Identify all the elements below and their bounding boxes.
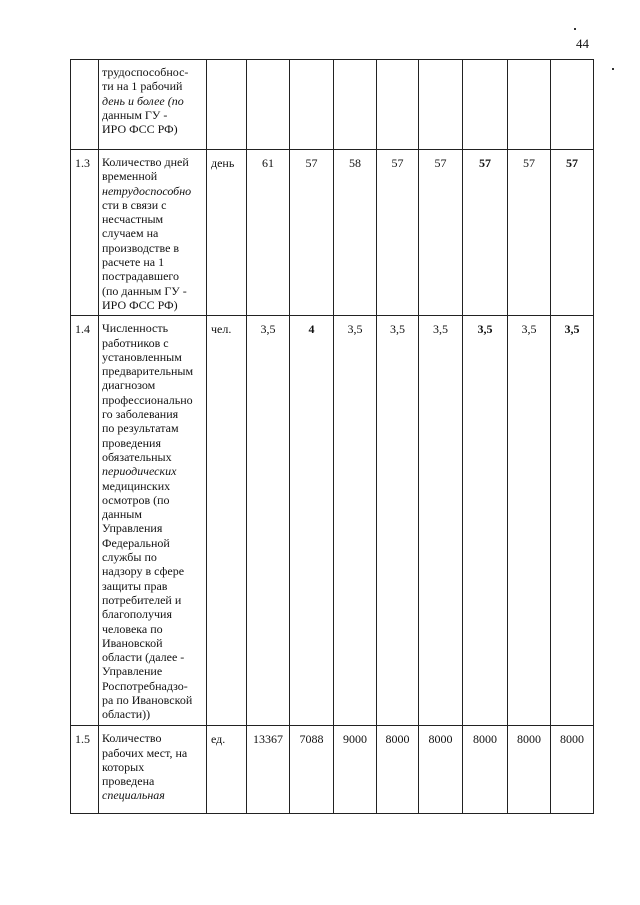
description-line: (по данным ГУ - [102,283,187,298]
description-line: ти на 1 рабочий [102,79,183,94]
value-cell: 8000 [377,726,419,814]
description-line: случаем на [102,226,159,241]
description-line: рабочих мест, на [102,745,188,760]
value-cell: 3,5 [508,316,551,726]
table-row [71,726,594,814]
table-row [71,316,594,726]
description-line: несчастным [102,212,164,227]
description-line: пострадавшего [102,269,180,284]
row-description [99,150,207,316]
description-line: области)) [102,707,151,722]
description-line: защиты прав [102,578,168,593]
row-description [99,60,207,150]
description-line: нетрудоспособно [102,183,192,198]
description-line: ИРО ФСС РФ) [102,122,178,137]
description-line: данным ГУ - [102,107,168,122]
value-cell: 4 [290,316,334,726]
value-cell [247,60,290,150]
description-line: сти в связи с [102,197,167,212]
value-cell: 3,5 [334,316,377,726]
description-line: ИРО ФСС РФ) [102,297,178,312]
description-line: области (далее - [102,650,185,665]
value-cell: 57 [551,150,594,316]
description-line: данным [102,507,142,522]
description-line: Ивановской [102,635,163,650]
description-line: по результатам [102,421,179,436]
row-unit: чел. [207,316,247,726]
scan-dot [612,68,614,70]
value-cell: 61 [247,150,290,316]
description-line: Роспотребнадзо- [102,678,188,693]
row-description [99,316,207,726]
value-cell [463,60,508,150]
value-cell: 57 [508,150,551,316]
description-line: установленным [102,349,182,364]
description-line: диагнозом [102,378,156,393]
table-body [71,60,594,814]
value-cell: 13367 [247,726,290,814]
description-line: потребителей и [102,592,182,607]
value-cell [508,60,551,150]
row-index: 1.3 [71,150,99,316]
description-line: работников с [102,335,169,350]
description-line: расчете на 1 [102,255,165,270]
value-cell: 58 [334,150,377,316]
value-cell: 3,5 [463,316,508,726]
description-line: периодических [102,464,177,479]
description-line: предварительным [102,364,194,379]
description-line: благополучия [102,607,172,622]
description-line: Количество дней [102,155,189,169]
value-cell [334,60,377,150]
description-line: Федеральной [102,535,170,550]
description-line: профессионально [102,392,193,407]
description-line: проведена [102,774,155,789]
scan-dot [574,28,576,30]
description-line: службы по [102,550,157,565]
table-row [71,60,594,150]
description-line: обязательных [102,449,172,464]
description-line: человека по [102,621,163,636]
value-cell: 57 [290,150,334,316]
description-line: трудоспособнос- [102,65,189,79]
value-cell: 3,5 [551,316,594,726]
value-cell: 3,5 [377,316,419,726]
value-cell: 57 [419,150,463,316]
description-line: го заболевания [102,407,179,422]
value-cell: 3,5 [419,316,463,726]
row-description [99,726,207,814]
row-unit [207,60,247,150]
description-line: осмотров (по [102,492,170,507]
value-cell: 7088 [290,726,334,814]
description-line: Количество [102,731,162,746]
value-cell: 8000 [508,726,551,814]
description-line: Управление [102,664,163,679]
description-line: которых [102,759,145,774]
value-cell: 9000 [334,726,377,814]
description-line: производстве в [102,240,180,255]
value-cell: 8000 [551,726,594,814]
description-line: Управления [102,521,163,536]
description-line: Численность [102,321,169,336]
description-line: специальная [102,788,165,803]
value-cell [419,60,463,150]
description-line: временной [102,169,158,184]
value-cell [377,60,419,150]
row-index: 1.4 [71,316,99,726]
indicators-table [70,59,594,814]
value-cell: 8000 [463,726,508,814]
description-line: надзору в сфере [102,564,185,579]
value-cell [551,60,594,150]
description-line: день и более (по [102,93,184,108]
value-cell: 8000 [419,726,463,814]
row-index: 1.5 [71,726,99,814]
value-cell [290,60,334,150]
description-line: медицинских [102,478,171,493]
value-cell: 57 [377,150,419,316]
value-cell: 57 [463,150,508,316]
row-unit: день [207,150,247,316]
description-line: ра по Ивановской [102,692,193,707]
row-unit: ед. [207,726,247,814]
value-cell: 3,5 [247,316,290,726]
page-number: 44 [576,36,589,51]
row-index [71,60,99,150]
table-row [71,150,594,316]
description-line: проведения [102,435,161,450]
